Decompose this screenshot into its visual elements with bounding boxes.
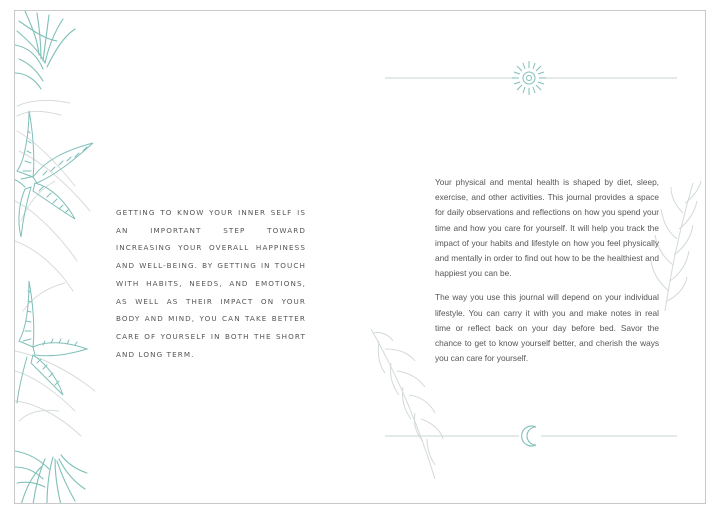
book-spread (14, 10, 706, 504)
crescent-moon-icon (522, 426, 536, 446)
sun-icon (512, 61, 546, 95)
body-paragraph-2: The way you use this journal will depend on your individual lifestyle. You can carry it with you and make notes in real time or reflect back on your day before bed. Savor the chance to get to know yourself better, and cherish the ways you can care for yourself. (435, 292, 659, 364)
bottom-divider (385, 426, 677, 446)
body-paragraph-1: Your physical and mental health is shaped by diet, sleep, exercise, and other activities. This journal provides a space for daily observations and reflections on how you spend your time and how you care for yourself. It will help you track the impact of your habits and lifestyle on how you feel physically and mentally in order to find out how to be the healthiest and happiest you can be. (435, 177, 659, 279)
body-text (435, 175, 659, 375)
top-divider (385, 61, 677, 95)
intro-paragraph: GETTING TO KNOW YOUR INNER SELF IS AN IMPORTANT STEP TOWARD INCREASING YOUR OVERALL HAPPINESS AND WELL-BEING. BY GETTING IN TOUCH WITH HABITS, NEEDS, AND EMOTIONS, AS WELL AS THEIR IMPACT ON YOUR BODY AND MIND, YOU CAN TAKE BETTER CARE OF YOURSELF IN BOTH THE SHORT AND LONG TERM. (116, 208, 306, 359)
fern-sprig-bottom-left (371, 329, 443, 479)
left-foliage (15, 11, 95, 504)
